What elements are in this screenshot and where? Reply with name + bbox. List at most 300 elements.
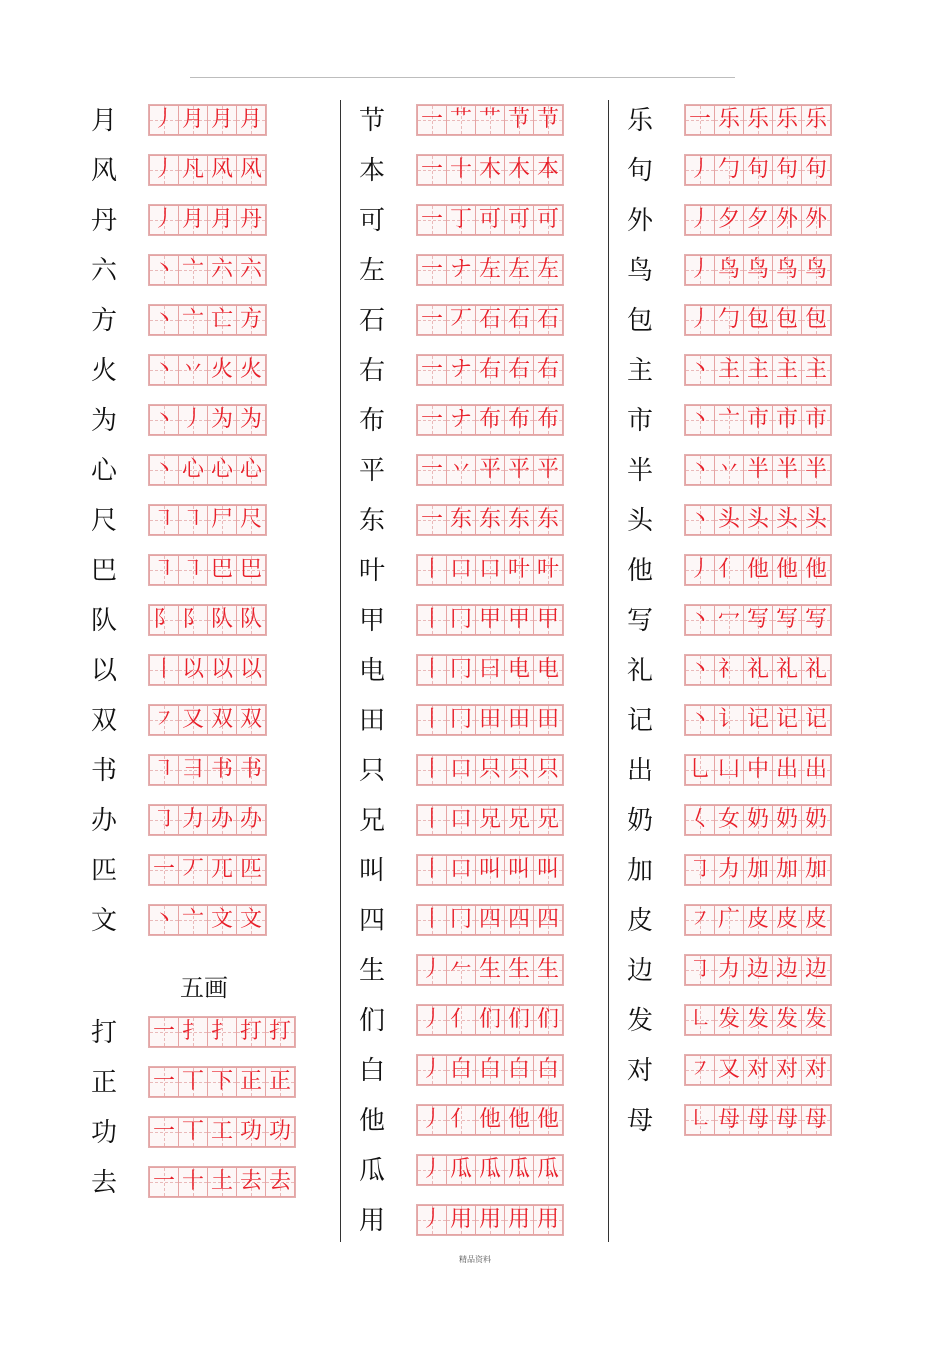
stroke-step-box	[476, 355, 505, 385]
stroke-step-glyph: 鸟	[775, 257, 798, 282]
stroke-step-box	[179, 505, 208, 535]
stroke-step-glyph: 对	[775, 1057, 798, 1082]
stroke-step-box	[179, 1167, 208, 1197]
stroke-step-glyph: 头	[717, 507, 740, 532]
stroke-step-glyph: 一	[152, 1119, 175, 1144]
stroke-step-glyph: 主	[717, 357, 740, 382]
stroke-step-glyph: 丨	[420, 757, 443, 782]
top-rule	[190, 77, 735, 78]
stroke-step-box	[149, 1017, 179, 1047]
stroke-step-box	[715, 305, 744, 335]
stroke-order-strip	[416, 854, 564, 886]
stroke-step-box	[179, 455, 208, 485]
stroke-step-glyph: 一	[152, 1169, 175, 1194]
stroke-step-glyph: ㇇	[688, 1057, 711, 1082]
stroke-step-glyph: 丶	[688, 707, 711, 732]
stroke-step-box	[744, 505, 773, 535]
stroke-step-box	[685, 655, 715, 685]
stroke-step-glyph: 冂	[449, 607, 472, 632]
stroke-step-box	[534, 1105, 563, 1135]
stroke-step-glyph: 心	[210, 457, 233, 482]
stroke-step-box	[179, 705, 208, 735]
stroke-step-box	[744, 605, 773, 635]
stroke-step-box	[149, 255, 179, 285]
stroke-step-glyph: 一	[420, 157, 443, 182]
stroke-step-box	[417, 155, 447, 185]
character-row	[88, 396, 328, 446]
stroke-step-box	[179, 1067, 208, 1097]
stroke-step-box	[417, 755, 447, 785]
stroke-step-box	[773, 505, 802, 535]
stroke-step-glyph: 主	[804, 357, 827, 382]
stroke-step-glyph: 加	[804, 857, 827, 882]
stroke-step-glyph: 丨	[420, 657, 443, 682]
stroke-step-box	[534, 805, 563, 835]
stroke-step-glyph: 平	[536, 457, 559, 482]
stroke-step-box	[715, 655, 744, 685]
character-row	[356, 896, 596, 946]
stroke-step-box	[208, 555, 237, 585]
stroke-step-box	[773, 405, 802, 435]
stroke-step-glyph: 用	[449, 1207, 472, 1232]
stroke-step-box	[476, 805, 505, 835]
stroke-order-strip	[416, 904, 564, 936]
stroke-step-glyph: 可	[536, 207, 559, 232]
stroke-step-glyph: 右	[536, 357, 559, 382]
stroke-step-glyph: 木	[507, 157, 530, 182]
stroke-step-glyph: ナ	[449, 257, 472, 282]
stroke-step-box	[447, 955, 476, 985]
stroke-step-box	[179, 355, 208, 385]
stroke-step-box	[476, 105, 505, 135]
character-glyph: 出	[626, 756, 653, 786]
stroke-step-box	[208, 905, 237, 935]
character-row	[88, 346, 328, 396]
stroke-step-glyph: 去	[268, 1169, 291, 1194]
character-glyph: 可	[358, 206, 385, 236]
stroke-step-glyph: 一	[420, 307, 443, 332]
stroke-step-glyph: 市	[775, 407, 798, 432]
character-glyph: 主	[626, 356, 653, 386]
stroke-step-box	[685, 905, 715, 935]
character-glyph: 田	[358, 706, 385, 736]
stroke-step-glyph: 记	[775, 707, 798, 732]
stroke-order-strip	[148, 304, 267, 336]
stroke-step-box	[534, 1155, 563, 1185]
stroke-step-box	[237, 1167, 266, 1197]
stroke-order-strip	[148, 354, 267, 386]
stroke-step-glyph: 曰	[478, 657, 501, 682]
stroke-step-glyph: 丿	[420, 1157, 443, 1182]
stroke-step-glyph: 月	[210, 207, 233, 232]
stroke-step-box	[417, 705, 447, 735]
stroke-order-strip	[416, 1104, 564, 1136]
stroke-step-box	[534, 405, 563, 435]
column-2	[356, 96, 596, 1246]
stroke-order-strip	[684, 154, 832, 186]
stroke-step-glyph: 他	[746, 557, 769, 582]
stroke-step-glyph: 电	[536, 657, 559, 682]
stroke-step-box	[802, 1005, 831, 1035]
stroke-step-box	[208, 605, 237, 635]
character-glyph: 对	[626, 1056, 653, 1086]
stroke-order-strip	[416, 304, 564, 336]
stroke-step-glyph: 文	[210, 907, 233, 932]
stroke-step-glyph: 阝	[181, 607, 204, 632]
character-glyph: 甲	[358, 606, 385, 636]
stroke-step-box	[208, 1117, 237, 1147]
stroke-step-glyph: 办	[210, 807, 233, 832]
character-row	[88, 246, 328, 296]
stroke-step-box	[534, 505, 563, 535]
stroke-step-glyph: 礼	[775, 657, 798, 682]
stroke-step-glyph: 主	[775, 357, 798, 382]
stroke-step-box	[476, 1005, 505, 1035]
stroke-step-box	[505, 1105, 534, 1135]
stroke-step-glyph: 丷	[449, 457, 472, 482]
stroke-step-glyph: 白	[449, 1057, 472, 1082]
stroke-step-box	[417, 1105, 447, 1135]
stroke-step-box	[447, 455, 476, 485]
stroke-step-box	[208, 1067, 237, 1097]
stroke-step-box	[685, 755, 715, 785]
stroke-step-glyph: ㇗	[688, 1107, 711, 1132]
stroke-step-box	[744, 355, 773, 385]
character-row	[88, 796, 328, 846]
stroke-step-glyph: 电	[507, 657, 530, 682]
stroke-step-glyph: 母	[775, 1107, 798, 1132]
stroke-step-box	[447, 355, 476, 385]
stroke-step-glyph: 丿	[420, 957, 443, 982]
stroke-step-glyph: 以	[210, 657, 233, 682]
stroke-step-box	[476, 305, 505, 335]
character-glyph: 句	[626, 156, 653, 186]
character-glyph: 石	[358, 306, 385, 336]
character-glyph: 书	[90, 756, 117, 786]
stroke-step-box	[773, 305, 802, 335]
footer-label: 精品资料	[459, 1255, 491, 1264]
stroke-step-glyph: 丶	[688, 607, 711, 632]
stroke-order-strip	[416, 954, 564, 986]
stroke-step-box	[773, 205, 802, 235]
stroke-step-box	[685, 205, 715, 235]
stroke-step-box	[802, 605, 831, 635]
character-glyph: 布	[358, 406, 385, 436]
stroke-step-box	[417, 805, 447, 835]
stroke-step-box	[179, 755, 208, 785]
stroke-step-glyph: 叫	[536, 857, 559, 882]
stroke-step-box	[715, 205, 744, 235]
stroke-step-glyph: 口	[449, 757, 472, 782]
stroke-step-glyph: 鸟	[804, 257, 827, 282]
stroke-step-box	[685, 405, 715, 435]
stroke-step-glyph: 丶	[152, 307, 175, 332]
character-row	[356, 96, 596, 146]
stroke-order-strip	[416, 704, 564, 736]
stroke-step-box	[534, 355, 563, 385]
stroke-step-glyph: 丿	[420, 1007, 443, 1032]
stroke-step-glyph: 月	[210, 107, 233, 132]
stroke-step-glyph: 们	[536, 1007, 559, 1032]
stroke-order-strip	[684, 104, 832, 136]
stroke-step-glyph: 平	[507, 457, 530, 482]
stroke-step-box	[179, 1017, 208, 1047]
character-glyph: 本	[358, 156, 385, 186]
stroke-order-strip	[684, 654, 832, 686]
stroke-step-glyph: 力	[717, 857, 740, 882]
stroke-step-glyph: 冂	[449, 707, 472, 732]
stroke-step-box	[773, 605, 802, 635]
stroke-step-box	[417, 105, 447, 135]
stroke-step-glyph: 艹	[478, 107, 501, 132]
stroke-step-glyph: ㇆	[688, 957, 711, 982]
stroke-step-glyph: 奶	[775, 807, 798, 832]
character-glyph: 兄	[358, 806, 385, 836]
stroke-step-glyph: 丿	[420, 1107, 443, 1132]
stroke-step-box	[447, 1205, 476, 1235]
character-row	[88, 96, 328, 146]
stroke-order-strip	[416, 604, 564, 636]
stroke-step-glyph: 加	[775, 857, 798, 882]
stroke-step-box	[149, 205, 179, 235]
stroke-step-box	[208, 855, 237, 885]
stroke-step-box	[179, 555, 208, 585]
stroke-step-box	[476, 855, 505, 885]
stroke-step-box	[685, 805, 715, 835]
stroke-step-box	[266, 1017, 295, 1047]
stroke-step-box	[744, 1105, 773, 1135]
stroke-step-glyph: 丷	[181, 357, 204, 382]
stroke-step-glyph: 写	[804, 607, 827, 632]
character-glyph: 包	[626, 306, 653, 336]
stroke-step-glyph: ㇕	[152, 757, 175, 782]
column-divider	[340, 100, 341, 1242]
stroke-step-glyph: 丨	[420, 807, 443, 832]
character-row	[356, 646, 596, 696]
stroke-step-box	[149, 905, 179, 935]
stroke-step-glyph: 左	[536, 257, 559, 282]
stroke-step-box	[802, 455, 831, 485]
stroke-step-box	[744, 905, 773, 935]
stroke-step-box	[685, 605, 715, 635]
character-row	[624, 246, 864, 296]
stroke-step-glyph: 下	[210, 1069, 233, 1094]
stroke-step-box	[534, 205, 563, 235]
stroke-step-box	[802, 905, 831, 935]
stroke-step-box	[715, 705, 744, 735]
stroke-step-glyph: 奶	[804, 807, 827, 832]
character-glyph: 双	[90, 706, 117, 736]
stroke-step-glyph: 功	[239, 1119, 262, 1144]
stroke-step-box	[505, 805, 534, 835]
stroke-step-glyph: 主	[746, 357, 769, 382]
stroke-order-strip	[684, 304, 832, 336]
stroke-step-glyph: 广	[717, 907, 740, 932]
stroke-step-box	[476, 205, 505, 235]
stroke-step-box	[802, 255, 831, 285]
stroke-step-glyph: 丶	[688, 657, 711, 682]
stroke-step-glyph: 节	[536, 107, 559, 132]
character-row	[88, 1058, 328, 1108]
stroke-step-box	[237, 855, 266, 885]
stroke-step-box	[534, 105, 563, 135]
stroke-step-box	[237, 905, 266, 935]
character-glyph: 生	[358, 956, 385, 986]
stroke-order-strip	[684, 504, 832, 536]
stroke-order-strip	[148, 904, 267, 936]
stroke-step-glyph: 巴	[239, 557, 262, 582]
stroke-step-box	[715, 1055, 744, 1085]
stroke-step-box	[715, 905, 744, 935]
stroke-step-glyph: ㇕	[181, 507, 204, 532]
stroke-step-glyph: 生	[507, 957, 530, 982]
stroke-step-glyph: 丶	[688, 507, 711, 532]
stroke-step-glyph: 出	[804, 757, 827, 782]
stroke-step-box	[505, 955, 534, 985]
stroke-step-glyph: 扌	[181, 1019, 204, 1044]
character-glyph: 写	[626, 606, 653, 636]
character-glyph: 电	[358, 656, 385, 686]
stroke-step-box	[237, 1067, 266, 1097]
stroke-step-glyph: 丨	[420, 557, 443, 582]
stroke-step-box	[685, 555, 715, 585]
stroke-step-glyph: 母	[717, 1107, 740, 1132]
stroke-step-box	[534, 955, 563, 985]
stroke-order-strip	[416, 654, 564, 686]
stroke-step-glyph: 边	[804, 957, 827, 982]
stroke-step-box	[505, 105, 534, 135]
stroke-step-box	[237, 1117, 266, 1147]
stroke-step-glyph: 女	[717, 807, 740, 832]
character-row	[356, 1096, 596, 1146]
stroke-step-box	[149, 105, 179, 135]
stroke-order-strip	[148, 254, 267, 286]
stroke-step-glyph: 田	[478, 707, 501, 732]
stroke-step-glyph: 风	[210, 157, 233, 182]
stroke-step-glyph: 十	[181, 1169, 204, 1194]
character-glyph: 丹	[90, 206, 117, 236]
stroke-step-box	[802, 705, 831, 735]
stroke-step-box	[773, 705, 802, 735]
stroke-step-box	[802, 505, 831, 535]
stroke-step-glyph: 丿	[688, 257, 711, 282]
stroke-step-box	[417, 605, 447, 635]
character-glyph: 以	[90, 656, 117, 686]
stroke-step-box	[417, 905, 447, 935]
stroke-step-box	[744, 255, 773, 285]
stroke-step-glyph: 发	[804, 1007, 827, 1032]
stroke-step-glyph: 正	[239, 1069, 262, 1094]
stroke-step-box	[149, 805, 179, 835]
stroke-step-glyph: 四	[478, 907, 501, 932]
stroke-step-box	[447, 305, 476, 335]
stroke-step-glyph: 丿	[688, 557, 711, 582]
stroke-order-strip	[416, 754, 564, 786]
stroke-step-glyph: 对	[746, 1057, 769, 1082]
stroke-order-strip	[684, 754, 832, 786]
stroke-step-box	[773, 255, 802, 285]
stroke-step-glyph: 用	[536, 1207, 559, 1232]
stroke-step-box	[179, 205, 208, 235]
stroke-step-box	[505, 1055, 534, 1085]
stroke-step-glyph: 发	[746, 1007, 769, 1032]
stroke-step-box	[744, 855, 773, 885]
stroke-step-glyph: 中	[746, 757, 769, 782]
stroke-step-glyph: 奶	[746, 807, 769, 832]
stroke-step-box	[417, 255, 447, 285]
stroke-step-box	[685, 1005, 715, 1035]
stroke-step-box	[208, 105, 237, 135]
stroke-order-strip	[684, 804, 832, 836]
stroke-step-glyph: 包	[746, 307, 769, 332]
stroke-step-box	[149, 455, 179, 485]
stroke-step-box	[534, 255, 563, 285]
stroke-step-box	[534, 855, 563, 885]
stroke-step-box	[476, 505, 505, 535]
stroke-step-glyph: 左	[507, 257, 530, 282]
stroke-order-strip	[416, 1204, 564, 1236]
stroke-step-glyph: 夕	[746, 207, 769, 232]
stroke-step-glyph: 十	[449, 157, 472, 182]
character-glyph: 边	[626, 956, 653, 986]
stroke-step-glyph: 丨	[420, 607, 443, 632]
stroke-step-glyph: 白	[507, 1057, 530, 1082]
stroke-step-box	[802, 405, 831, 435]
stroke-step-box	[744, 755, 773, 785]
stroke-step-box	[237, 405, 266, 435]
stroke-step-glyph: 布	[507, 407, 530, 432]
stroke-step-glyph: 他	[775, 557, 798, 582]
character-row	[88, 446, 328, 496]
stroke-step-box	[685, 505, 715, 535]
stroke-order-strip	[416, 1004, 564, 1036]
stroke-step-glyph: 冖	[717, 607, 740, 632]
stroke-step-glyph: 皮	[746, 907, 769, 932]
stroke-step-glyph: 一	[420, 507, 443, 532]
stroke-order-strip	[416, 104, 564, 136]
stroke-step-box	[715, 255, 744, 285]
stroke-step-glyph: 母	[746, 1107, 769, 1132]
stroke-step-glyph: 节	[507, 107, 530, 132]
stroke-step-glyph: 用	[478, 1207, 501, 1232]
stroke-step-glyph: 礻	[717, 657, 740, 682]
stroke-step-box	[447, 1055, 476, 1085]
stroke-step-box	[773, 1055, 802, 1085]
stroke-step-glyph: 讠	[717, 707, 740, 732]
stroke-order-strip	[148, 404, 267, 436]
stroke-step-box	[685, 155, 715, 185]
stroke-step-glyph: 兄	[536, 807, 559, 832]
stroke-step-glyph: 丶	[688, 407, 711, 432]
character-row	[624, 946, 864, 996]
stroke-step-box	[417, 1005, 447, 1035]
character-row	[624, 596, 864, 646]
stroke-step-box	[447, 1005, 476, 1035]
stroke-step-box	[685, 305, 715, 335]
stroke-step-box	[208, 805, 237, 835]
stroke-step-glyph: 丶	[152, 407, 175, 432]
stroke-step-glyph: 他	[507, 1107, 530, 1132]
stroke-step-box	[208, 505, 237, 535]
character-row	[88, 546, 328, 596]
stroke-step-box	[417, 205, 447, 235]
stroke-step-glyph: 火	[210, 357, 233, 382]
stroke-order-strip	[148, 454, 267, 486]
stroke-step-box	[744, 105, 773, 135]
character-glyph: 办	[90, 806, 117, 836]
stroke-order-strip	[148, 504, 267, 536]
character-glyph: 皮	[626, 906, 653, 936]
